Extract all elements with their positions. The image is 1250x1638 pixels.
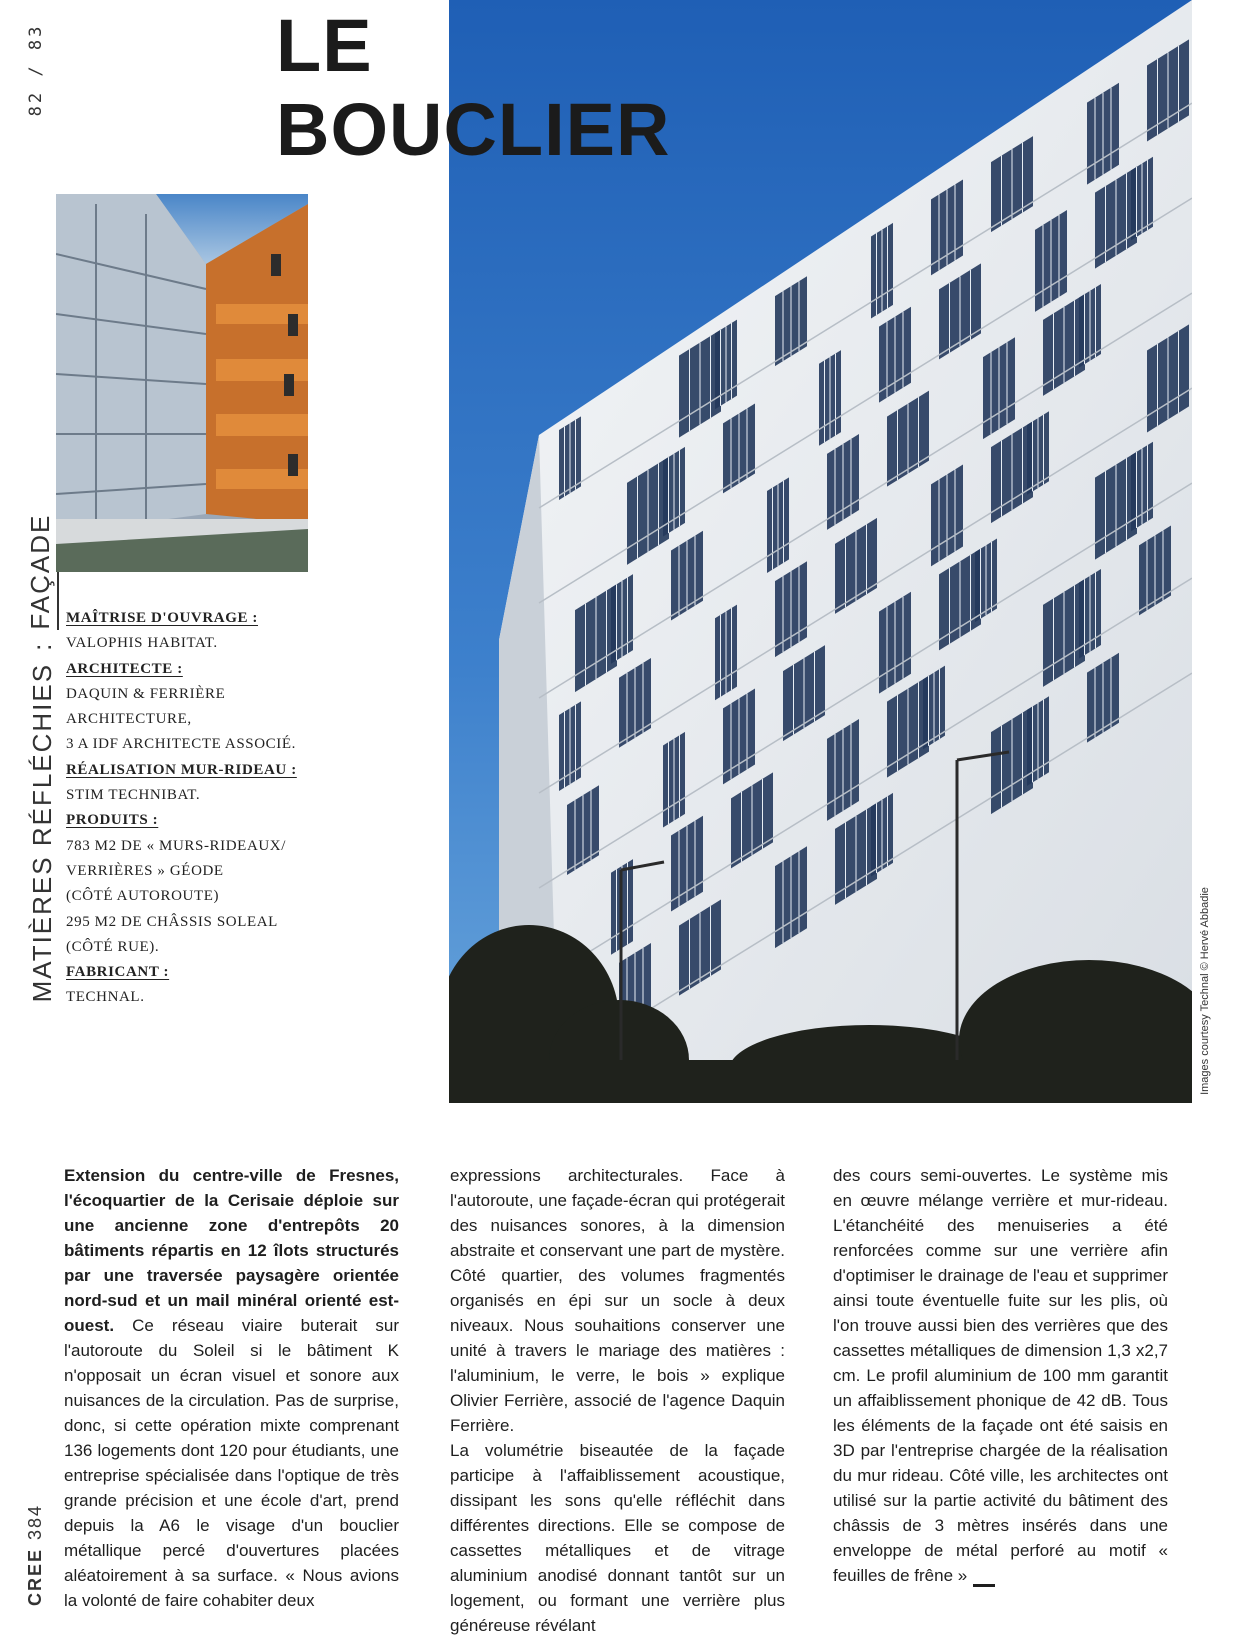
credit-value: 783 M2 DE « MURS-RIDEAUX/ (66, 837, 287, 854)
photo-credit: Images courtesy Technal © Hervé Abbadie (1199, 886, 1212, 1095)
magazine-footer (20, 1500, 50, 1610)
body-paragraph-2: expressions architecturales. Face à l'autoroute, une façade-écran qui protégerait des nuisances sonores, à la dimension abstraite et conservant une part de mystère. Côté quartier, des volumes fragmentés organisés en épi sur un socle à deux niveaux. Nous souhaitions conserver une unité à travers le mariage des matières : l'aluminium, le verre, le bois » explique Olivier Ferrière, associé de l'agence Daquin Ferrière. (450, 1166, 785, 1435)
body-paragraph-4 (833, 1163, 1168, 1588)
article-title (276, 4, 670, 172)
credit-label: PRODUITS : (66, 812, 159, 829)
section-rubric (22, 513, 62, 1003)
credit-value: DAQUIN & FERRIÈRE (66, 685, 226, 702)
credit-label: RÉALISATION MUR-RIDEAU : (66, 761, 297, 778)
credit-value: 3 A IDF ARCHITECTE ASSOCIÉ. (66, 736, 296, 753)
courtyard-illustration (56, 194, 308, 572)
credit-value: ARCHITECTURE, (66, 711, 192, 728)
body-paragraph-3: La volumétrie biseautée de la façade participe à l'affaiblissement acoustique, dissipant les sons qu'elle réfléchit dans différentes directions. Elle se compose de cassettes métalliques et de vitrage aluminium anodisé donnant tantôt sur un logement, ou formant une verrière plus généreuse révélant (450, 1441, 785, 1635)
body-column-1 (64, 1163, 399, 1613)
credit-value: STIM TECHNIBAT. (66, 787, 201, 804)
rubric-topic: FAÇADE (25, 514, 59, 630)
credit-value: TECHNAL. (66, 989, 145, 1006)
project-credits (66, 606, 406, 1011)
end-mark (973, 1584, 995, 1587)
page-numbers: 82 / 83 (26, 23, 46, 117)
credit-label: ARCHITECTE : (66, 660, 183, 677)
credit-value: (CÔTÉ AUTOROUTE) (66, 888, 220, 905)
paragraph-1-rest: Ce réseau viaire buterait sur l'autoroute du Soleil si le bâtiment K n'opposait un écran visuel et sonore aux nuisances de la circulation. Pas de surprise, donc, si cette opération mixte comprenant 136 logements dont 120 pour étudiants, une entreprise spécialisée dans l'optique de très grande précision et une école d'art, prend depuis la A6 le visage d'un bouclier métallique percé d'ouvertures placées aléatoirement à sa surface. « Nous avions la volonté de faire cohabiter deux (64, 1316, 399, 1610)
body-column-2 (450, 1163, 785, 1638)
credit-label: MAÎTRISE D'OUVRAGE : (66, 610, 259, 626)
body-paragraph-1 (64, 1163, 399, 1613)
rubric-label: MATIÈRES RÉFLÉCHIES (26, 662, 57, 1003)
title-line-2: BOUCLIER (276, 88, 671, 171)
magazine-brand: CREE (24, 1548, 45, 1607)
credit-value: 295 M2 DE CHÂSSIS SOLEAL (66, 913, 278, 930)
credit-value: VALOPHIS HABITAT. (66, 635, 218, 652)
credit-value: VERRIÈRES » GÉODE (66, 862, 224, 879)
body-column-3 (833, 1163, 1168, 1588)
courtyard-photo (56, 194, 308, 572)
lead-text: Extension du centre-ville de Fresnes, l'écoquartier de la Cerisaie déploie sur une ancienne zone d'entrepôts 20 bâtiments répartis en 12 îlots structurés par une traversée paysagère orientée nord-sud et un mail minéral orienté est-ouest. (64, 1166, 399, 1335)
issue-number: 384 (24, 1503, 45, 1541)
credit-value: (CÔTÉ RUE). (66, 938, 160, 955)
paragraph-4-text: des cours semi-ouvertes. Le système mis en œuvre mélange verrière et mur-rideau. L'étanchéité des menuiseries a été renforcées comme sur une verrière afin d'optimiser le drainage de l'eau et supprimer ainsi toute éventuelle fuite sur les plis, où l'on trouve aussi bien des verrières que des cassettes métalliques de dimension 1,3 x2,7 cm. Le profil aluminium de 100 mm garantit un affaiblissement phonique de 42 dB. Tous les éléments de la façade ont été saisis en 3D par l'entreprise chargée de la réalisation du mur rideau. Côté ville, les architectes ont utilisé sur la partie activité du bâtiment des châssis de 3 mètres insérés dans une enveloppe de métal perforé au motif « feuilles de frêne » (833, 1166, 1168, 1585)
rubric-separator: : (26, 641, 57, 651)
credit-label: FABRICANT : (66, 964, 170, 981)
title-line-1: LE (276, 4, 373, 87)
